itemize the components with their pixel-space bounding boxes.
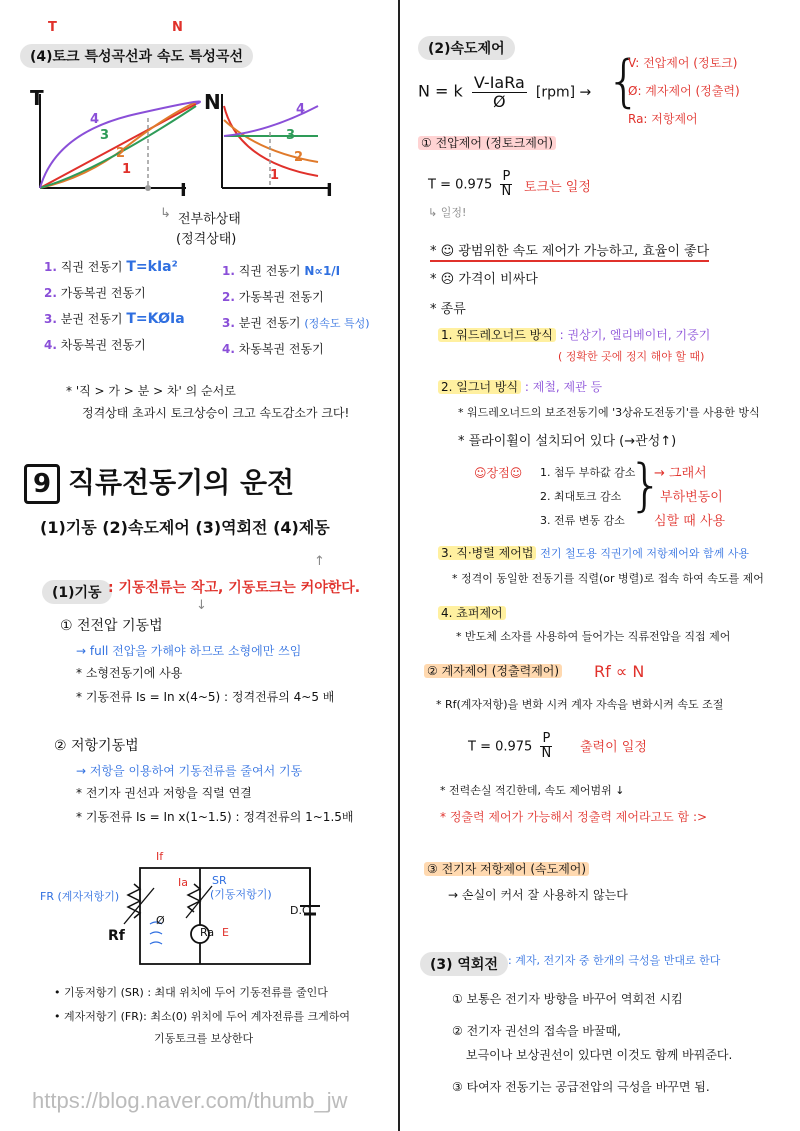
torque-characteristic-graph — [26, 92, 201, 202]
torque-T-marker: T — [48, 20, 57, 35]
result-line-3: 심할 때 사용 — [654, 514, 726, 529]
reverse-item-2b: 보극이나 보상권선이 있다면 이것도 함께 바꿔준다. — [466, 1048, 733, 1062]
voltage-cons: * ☹ 가격이 비싸다 — [430, 272, 538, 287]
load-arrow-icon: ↳ — [160, 206, 171, 221]
section-speed-control: (2)속도제어 — [418, 36, 515, 60]
note-field-rheostat-2: 기동토크를 보상한다 — [154, 1032, 254, 1045]
type-ilgner-note: * 워드레오너드의 보조전동기에 '3상유도전동기'를 사용한 방식 — [458, 406, 760, 419]
circuit-label-E: E — [222, 926, 229, 939]
circuit-label-Ia: Ia — [178, 876, 188, 889]
speed-list-item: 2. 가동복권 전동기 — [222, 290, 324, 304]
result-line-2: 부하변동이 — [660, 490, 723, 505]
method-resistance-line1: → 저항을 이용하여 기동전류를 줄여서 기동 — [76, 764, 303, 778]
method-full-voltage-line1: → full 전압을 가해야 하므로 소형에만 쓰임 — [76, 644, 302, 658]
speed-motor-list — [222, 262, 392, 366]
type-chopper: 4. 쵸퍼제어 — [438, 606, 506, 620]
chapter-number-box: 9 — [24, 464, 60, 504]
speed-curve-label-2: 2 — [294, 150, 304, 165]
method-full-voltage-line2: * 소형전동기에 사용 — [76, 666, 183, 680]
field-control-formula: T = 0.975 $\frac{P}{N}$ — [468, 731, 552, 762]
torque-x-axis-label: I — [180, 180, 187, 201]
advantage-brace: } — [628, 453, 664, 518]
option-field-control: Ø: 계자제어 (정출력) — [628, 84, 740, 98]
section-reverse: (3) 역회전 — [420, 952, 508, 976]
circuit-label-phi: Ø — [156, 914, 165, 927]
option-resistance-control: Ra: 저항제어 — [628, 112, 698, 126]
order-note-1: * '직 > 가 > 분 > 차' 의 순서로 — [66, 384, 236, 398]
formula-brace: { — [606, 49, 642, 114]
field-control-line3: * 정출력 제어가 가능해서 정출력 제어라고도 함 :> — [440, 810, 708, 824]
armature-resistance-title: ③ 전기자 저항제어 (속도제어) — [424, 862, 589, 876]
circuit-label-FR: FR (계자저항기) — [40, 890, 120, 903]
type-series-parallel: 3. 직·병렬 제어법 전기 철도용 직권기에 저항제어와 함께 사용 — [438, 546, 749, 560]
starting-description: : 기동전류는 작고, 기동토크는 커야한다. — [108, 580, 361, 596]
blog-watermark: https://blog.naver.com/thumb_jw — [32, 1088, 348, 1113]
types-heading: * 종류 — [430, 302, 466, 317]
section-torque-speed-curves: (4)토크 특성곡선과 속도 특성곡선 — [20, 44, 253, 68]
field-control-proportion: Rf ∝ N — [594, 662, 645, 681]
type-ward-leonard: 1. 워드레오너드 방식 : 권상기, 엘리베이터, 기중기 — [438, 328, 710, 342]
up-arrow-icon: ↑ — [314, 554, 325, 569]
speed-curve-label-3: 3 — [286, 128, 296, 143]
speed-characteristic-graph — [208, 92, 338, 202]
torque-axis-label: T — [30, 86, 44, 110]
advantage-item-2: 2. 최대토크 감소 — [540, 490, 622, 503]
type-ilgner-flywheel: * 플라이휠이 설치되어 있다 (→관성↑) — [458, 434, 677, 449]
speed-list-item: 3. 분권 전동기 (정속도 특성) — [222, 316, 370, 330]
curve-label-3: 3 — [100, 128, 110, 143]
reverse-item-1: ① 보통은 전기자 방향을 바꾸어 역회전 시킴 — [452, 992, 683, 1006]
section-starting: (1)기동 — [42, 580, 112, 604]
constant-output-note: 출력이 일정 — [580, 740, 647, 755]
circuit-label-SR-sub: (기동저항기) — [210, 888, 272, 901]
reverse-item-2a: ② 전기자 권선의 접속을 바꿀때, — [452, 1024, 621, 1038]
torque-motor-list — [44, 258, 214, 362]
type-chopper-note: * 반도체 소자를 사용하여 들어가는 직류전압을 직접 제어 — [456, 630, 731, 643]
note-starting-rheostat: • 기동저항기 (SR) : 최대 위치에 두어 기동전류를 줄인다 — [54, 986, 328, 999]
full-load-note: 전부하상태 — [178, 212, 241, 227]
curve-label-1: 1 — [122, 162, 132, 177]
speed-axis-label: N — [204, 90, 221, 114]
method-resistance-line3: * 기동전류 Is = In x(1~1.5) : 정격전류의 1~1.5배 — [76, 810, 354, 824]
rated-state-note: (정격상태) — [176, 232, 237, 247]
type-series-parallel-note: * 정격이 동일한 전동기를 직렬(or 병렬)로 접속 하여 속도를 제어 — [452, 572, 764, 585]
voltage-control-formula: T = 0.975 $\frac{P}{N}$ — [428, 169, 512, 200]
speed-curve-label-1: 1 — [270, 168, 280, 183]
speed-curve-label-4: 4 — [296, 102, 306, 117]
constant-sub-note: ↳ 일정! — [428, 206, 467, 219]
speed-list-item: 4. 차동복권 전동기 — [222, 342, 324, 356]
field-control-line2: * 전력손실 적긴한데, 속도 제어범위 ↓ — [440, 784, 625, 797]
advantage-item-3: 3. 전류 변동 감소 — [540, 514, 625, 527]
speed-list-item: 1. 직권 전동기 N∝1/I — [222, 264, 341, 278]
speed-N-marker: N — [172, 20, 183, 35]
voltage-control-title: ① 전압제어 (정토크제어) — [418, 136, 556, 150]
type-ilgner: 2. 일그너 방식 : 제철, 제관 등 — [438, 380, 602, 394]
note-field-rheostat-1: • 계자저항기 (FR): 최소(0) 위치에 두어 계자전류를 크게하여 — [54, 1010, 350, 1023]
circuit-label-If: If — [156, 850, 164, 863]
method-resistance-title: ② 저항기동법 — [54, 738, 139, 754]
speed-formula: N = k $\frac{\text{V-IaRa}}{Ø}$ [rpm] → — [418, 73, 592, 111]
down-arrow-icon: ↓ — [196, 598, 207, 613]
armature-resistance-line1: → 손실이 커서 잘 사용하지 않는다 — [448, 888, 628, 902]
method-full-voltage-title: ① 전전압 기동법 — [60, 618, 163, 634]
option-voltage-control: V: 전압제어 (정토크) — [628, 56, 738, 70]
speed-x-axis-label: I — [326, 180, 333, 201]
reverse-description: : 계자, 전기자 중 한개의 극성을 반대로 한다 — [508, 954, 721, 967]
circuit-label-Ra: Ra — [200, 926, 215, 939]
torque-list-item: 4. 차동복권 전동기 — [44, 338, 146, 352]
curve-label-2: 2 — [116, 146, 126, 161]
curve-label-4: 4 — [90, 112, 100, 127]
chapter-title: 직류전동기의 운전 — [68, 466, 295, 499]
torque-list-item: 2. 가동복권 전동기 — [44, 286, 146, 300]
voltage-pros: * ☺ 광범위한 속도 제어가 가능하고, 효율이 좋다 — [430, 244, 709, 262]
method-full-voltage-line3: * 기동전류 Is = In x(4~5) : 정격전류의 4~5 배 — [76, 690, 335, 704]
method-resistance-line2: * 전기자 권선과 저항을 직렬 연결 — [76, 786, 252, 800]
circuit-label-DC: D.C — [290, 904, 310, 917]
advantage-item-1: 1. 첨두 부하값 감소 — [540, 466, 636, 479]
chapter-subtopics: (1)기동 (2)속도제어 (3)역회전 (4)제동 — [40, 518, 330, 537]
column-divider — [398, 0, 400, 1131]
reverse-item-3: ③ 타여자 전동기는 공급전압의 극성을 바꾸면 됨. — [452, 1080, 710, 1094]
advantages-label: ☺장점☺ — [474, 466, 523, 480]
field-control-line1: * Rf(계자저항)을 변화 시켜 계자 자속을 변화시켜 속도 조절 — [436, 698, 724, 711]
type-ward-leonard-note: ( 정확한 곳에 정지 해야 할 때) — [558, 350, 705, 363]
starting-circuit-diagram — [100, 854, 320, 974]
torque-list-item: 3. 분권 전동기 T=KØIa — [44, 311, 185, 327]
circuit-label-Rf: Rf — [108, 928, 125, 944]
circuit-label-SR: SR — [212, 874, 227, 887]
constant-torque-note: 토크는 일정 — [524, 180, 591, 195]
field-control-title: ② 계자제어 (정출력제어) — [424, 664, 562, 678]
order-note-2: 정격상태 초과시 토크상승이 크고 속도감소가 크다! — [82, 406, 350, 420]
torque-list-item: 1. 직권 전동기 T=kIa² — [44, 259, 178, 275]
result-line-1: → 그래서 — [654, 466, 707, 481]
